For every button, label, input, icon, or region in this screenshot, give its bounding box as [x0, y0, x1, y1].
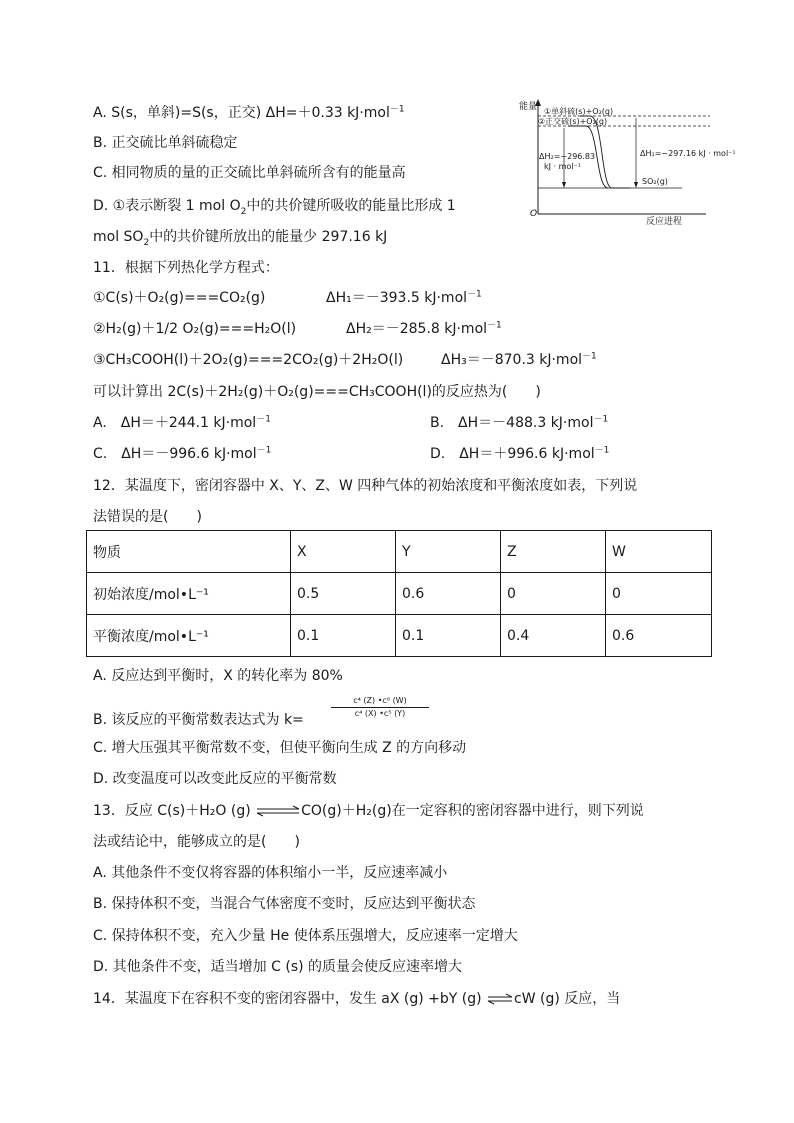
q11-ask: 可以计算出 2C(s)＋2H₂(g)＋O₂(g)===CH₃COOH(l)的反应热为( ): [93, 384, 541, 400]
level1-label: ①单斜硫(s)+O₂(g): [544, 107, 614, 116]
q12-option-c: C. 增大压强其平衡常数不变，但使平衡向生成 Z 的方向移动: [93, 740, 467, 756]
q13-stem-line2: 法或结论中，能够成立的是( ): [93, 834, 300, 850]
table-cell: 0.1: [291, 615, 396, 657]
dh2-unit: kJ · mol⁻¹: [544, 162, 581, 171]
table-cell: 0.6: [396, 573, 501, 615]
q12-stem-line2: 法错误的是( ): [93, 509, 202, 525]
q11-eq1: ①C(s)＋O₂(g)===CO₂(g): [93, 290, 266, 306]
q10-option-a: A. S(s，单斜)=S(s，正交) ΔH=＋0.33 kJ·mol$^{-1}$: [93, 104, 405, 121]
table-cell: 0.6: [606, 615, 712, 657]
q14-stem-line1: 14．某温度下在容积不变的密闭容器中，发生 aX (g) +bY (g) cW (g) 反应，当: [93, 991, 621, 1007]
q13-option-c: C. 保持体积不变，充入少量 He 使体系压强增大，反应速率一定增大: [93, 928, 518, 944]
table-row: [87, 615, 712, 657]
table-cell: 0.4: [501, 615, 606, 657]
q11-eq3: ③CH₃COOH(l)＋2O₂(g)===2CO₂(g)＋2H₂O(l): [93, 352, 404, 368]
q10-option-b: B. 正交硫比单斜硫稳定: [93, 135, 238, 151]
q11-eq2: ②H₂(g)＋1/2 O₂(g)===H₂O(l): [93, 321, 297, 337]
q12-option-a: A. 反应达到平衡时，X 的转化率为 80%: [93, 668, 343, 684]
table-cell: 0.5: [291, 573, 396, 615]
origin-label: O: [530, 209, 538, 219]
table-cell: 0.1: [396, 615, 501, 657]
equilibrium-fraction: [331, 696, 429, 719]
q12-stem-line1: 12．某温度下，密闭容器中 X、Y、Z、W 四种气体的初始浓度和平衡浓度如表，下列说: [93, 478, 638, 494]
table-cell: 平衡浓度/mol•L⁻¹: [87, 615, 291, 657]
q11-option-c: C. ΔH＝－996.6 kJ·mol$^{-1}$: [93, 445, 272, 462]
table-cell: 0: [501, 573, 606, 615]
q12-option-d: D. 改变温度可以改变此反应的平衡常数: [93, 771, 337, 787]
table-header-row: [87, 531, 712, 573]
x-axis-label: 反应进程: [646, 217, 683, 227]
equilibrium-arrow-icon: [255, 806, 301, 816]
table-cell: W: [606, 531, 712, 573]
table-cell: 0: [606, 573, 712, 615]
level2-label: ②正交硫(s)+O₂(g): [538, 117, 608, 126]
q11-eq1-dh: ΔH₁＝－393.5 kJ·mol$^{-1}$: [326, 289, 482, 306]
table-row: [87, 573, 712, 615]
dh1-arrowhead: [634, 182, 638, 188]
dh2-label: ΔH₂=−296.83: [539, 152, 596, 161]
q11-stem: 11．根据下列热化学方程式：: [93, 260, 279, 276]
fraction-denominator: c⁴ (X) •c⁵ (Y): [354, 709, 406, 718]
q11-option-d: D. ΔH＝＋996.6 kJ·mol$^{-1}$: [430, 445, 610, 462]
concentration-table: [86, 530, 712, 657]
dh1-label: ΔH₁=−297.16 kJ · mol⁻¹: [640, 149, 736, 158]
dh2-arrowhead: [562, 182, 566, 188]
table-cell: X: [291, 531, 396, 573]
table-cell: Z: [501, 531, 606, 573]
q10-option-d-line2: mol $SO_2$中的共价键所放出的能量少 297.16 kJ: [93, 229, 388, 248]
q13-option-a: A. 其他条件不变仅将容器的体积缩小一半，反应速率减小: [93, 865, 448, 881]
product-label: SO₂(g): [642, 177, 668, 186]
equilibrium-arrow-icon: [486, 994, 514, 1004]
q10-option-d-line1: D. ①表示断裂 1 mol $O_2$中的共价键所吸收的能量比形成 1: [93, 198, 456, 217]
table-cell: Y: [396, 531, 501, 573]
fraction-numerator: c⁴ (Z) •c⁶ (W): [353, 696, 407, 705]
q13-option-b: B. 保持体积不变，当混合气体密度不变时，反应达到平衡状态: [93, 896, 476, 912]
table-cell: 初始浓度/mol•L⁻¹: [87, 573, 291, 615]
q11-option-a: A. ΔH＝＋244.1 kJ·mol$^{-1}$: [93, 414, 271, 431]
q10-option-c: C. 相同物质的量的正交硫比单斜硫所含有的能量高: [93, 165, 406, 181]
q12-option-b: B. 该反应的平衡常数表达式为 k=: [93, 712, 304, 728]
y-axis-label: 能量: [519, 102, 538, 112]
energy-diagram: [508, 96, 736, 230]
q11-eq3-dh: ΔH₃＝－870.3 kJ·mol$^{-1}$: [441, 351, 597, 368]
q13-stem-line1: 13．反应 C(s)＋H₂O (g) CO(g)＋H₂(g)在一定容积的密闭容器中进行，则下列说: [93, 803, 644, 819]
q13-option-d: D. 其他条件不变，适当增加 C (s) 的质量会使反应速率增大: [93, 959, 463, 975]
table-cell: 物质: [87, 531, 291, 573]
q11-option-b: B. ΔH＝－488.3 kJ·mol$^{-1}$: [430, 414, 609, 431]
q11-eq2-dh: ΔH₂＝－285.8 kJ·mol$^{-1}$: [346, 320, 502, 337]
